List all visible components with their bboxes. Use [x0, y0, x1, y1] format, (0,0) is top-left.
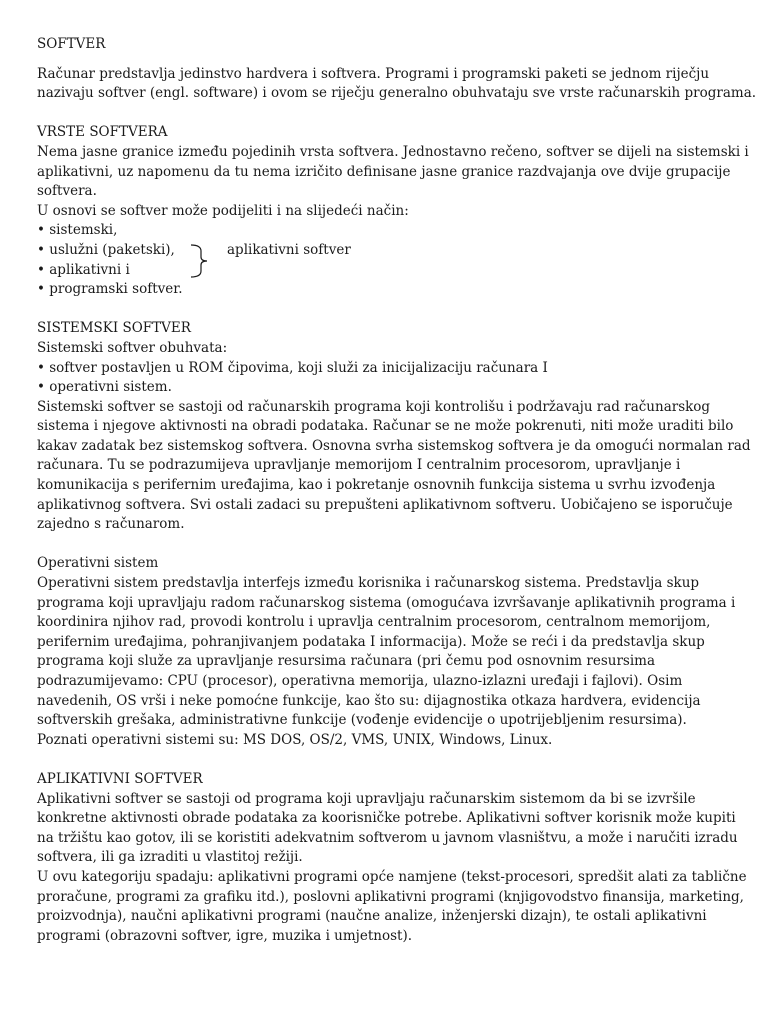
text-line: Poznati operativni sistemi su: MS DOS, OS/2, VMS, UNIX, Windows, Linux.: [37, 731, 553, 748]
section-heading: APLIKATIVNI SOFTVER: [37, 770, 203, 787]
section-vrste: [37, 123, 749, 299]
intro-paragraph: [37, 65, 757, 104]
list-item-with-brace: [37, 241, 737, 261]
brace-label: aplikativni softver: [227, 241, 351, 258]
list-item: • operativni sistem.: [37, 379, 172, 396]
text-line: U ovu kategoriju spadaju: aplikativni programi opće namjene (tekst-procesori, spredšit alati za tablične: [37, 868, 747, 885]
text-line: podrazumijevamo: CPU (procesor), operativna memorija, ulazno-izlazni uređaji i fajlovi). Osim: [37, 673, 683, 689]
list-item: • uslužni (paketski),: [37, 241, 175, 258]
list-item: • aplikativni i: [37, 261, 130, 278]
text-line: Operativni sistem predstavlja interfejs između korisnika i računarskog sistema. Predstavlja skup: [37, 575, 700, 592]
section-heading: SISTEMSKI SOFTVER: [37, 320, 191, 337]
list-item: • sistemski,: [37, 222, 118, 239]
text-line: perifernim uređajima, pohranjivanjem podataka I informacija). Može se reći i da predstavlja skup: [37, 633, 705, 650]
text-line: sistema i njegove aktivnosti na obradi podataka. Računar se ne može pokrenuti, niti može uraditi bilo: [37, 418, 734, 435]
list-item: • softver postavljen u ROM čipovima, koji služi za inicijalizaciju računara I: [37, 359, 548, 376]
spacer: [37, 104, 737, 124]
text-line: softvera.: [37, 183, 97, 200]
text-line: Sistemski softver se sastoji od računarskih programa koji kontrolišu i podržavaju rad računarskog: [37, 398, 711, 415]
doc-title: SOFTVER: [37, 36, 106, 52]
text-line: konkretne aktivnosti obrade podataka za koorisničke potrebe. Aplikativni softver korisnik može kupiti: [37, 810, 736, 827]
text-line: programi (obrazovni softver, igre, muzika i umjetnost).: [37, 927, 413, 944]
text-line: U osnovi se softver može podijeliti i na slijedeći način:: [37, 202, 409, 219]
text-line: proizvodnja), naučni aplikativni programi (naučne analize, inženjerski dizajn), te ostali aplikativni: [37, 908, 707, 925]
text-line: kakav zadatak bez sistemskog softvera. Osnovna svrha sistemskog softvera je da omogući normalan rad: [37, 437, 751, 454]
section-operativni: [37, 554, 737, 750]
text-line: softverskih grešaka, administrativne funkcije (vođenje evidencije o upotrijebljenim resursima).: [37, 712, 687, 729]
text-line: programa koji služe za upravljanje resursima računara (pri čemu pod osnovnim resursima: [37, 653, 656, 670]
section-heading: VRSTE SOFTVERA: [37, 124, 168, 141]
text-line: proračune, programi za grafiku itd.), poslovni aplikativni programi (knjigovodstvo finansija, marketing,: [37, 888, 744, 905]
section-heading: Operativni sistem: [37, 555, 159, 572]
text-line: na tržištu kao gotov, ili se koristiti adekvatnim softverom u javnom vlasništvu, a može i naručiti izradu: [37, 829, 738, 846]
spacer: [37, 300, 737, 320]
text-line: programa koji upravljaju radom računarskog sistema (omogućava izvršavanje aplikativnih programa i: [37, 594, 736, 611]
section-sistemski: [37, 319, 751, 535]
text-line: Nema jasne granice između pojedinih vrsta softvera. Jednostavno rečeno, softver se dijeli na sistemski i: [37, 143, 749, 160]
list-item: • programski softver.: [37, 281, 183, 298]
text-line: nazivaju softver (engl. software) i ovom se riječju generalno obuhvataju sve vrste računarskih programa.: [37, 85, 757, 102]
text-line: aplikativnog softvera. Svi ostali zadaci su prepušteni aplikativnom softveru. Uobičajeno se isporučuje: [37, 496, 733, 513]
text-line: zajedno s računarom.: [37, 516, 185, 533]
spacer: [37, 535, 737, 555]
text-line: koordinira njihov rad, provodi kontrolu i upravlja centralnim procesorom, centralnom memorijom,: [37, 614, 711, 631]
document-page: [37, 35, 757, 946]
text-line: aplikativni, uz napomenu da tu nema izričito definisane jasne granice razdvajanja ove dvije grupacije: [37, 163, 731, 180]
text-line: softvera, ili ga izraditi u vlastitoj režiji.: [37, 849, 303, 866]
text-line: računara. Tu se podrazumijeva upravljanje memorijom I centralnim procesorom, upravljanje i: [37, 457, 681, 474]
spacer: [37, 55, 737, 65]
spacer: [37, 750, 737, 770]
section-aplikativni: [37, 770, 747, 946]
text-line: Sistemski softver obuhvata:: [37, 339, 228, 356]
text-line: navedenih, OS vrši i neke pomoćne funkcije, kao što su: dijagnostika otkaza hardvera, evidencija: [37, 692, 701, 709]
text-line: Aplikativni softver se sastoji od programa koji upravljaju računarskim sistemom da bi se izvršile: [37, 790, 696, 807]
text-line: komunikacija s perifernim uređajima, kao i pokretanje osnovnih funkcija sistema u svrhu izvođenja: [37, 477, 716, 494]
text-line: Računar predstavlja jedinstvo hardvera i softvera. Programi i programski paketi se jednom riječju: [37, 65, 710, 82]
